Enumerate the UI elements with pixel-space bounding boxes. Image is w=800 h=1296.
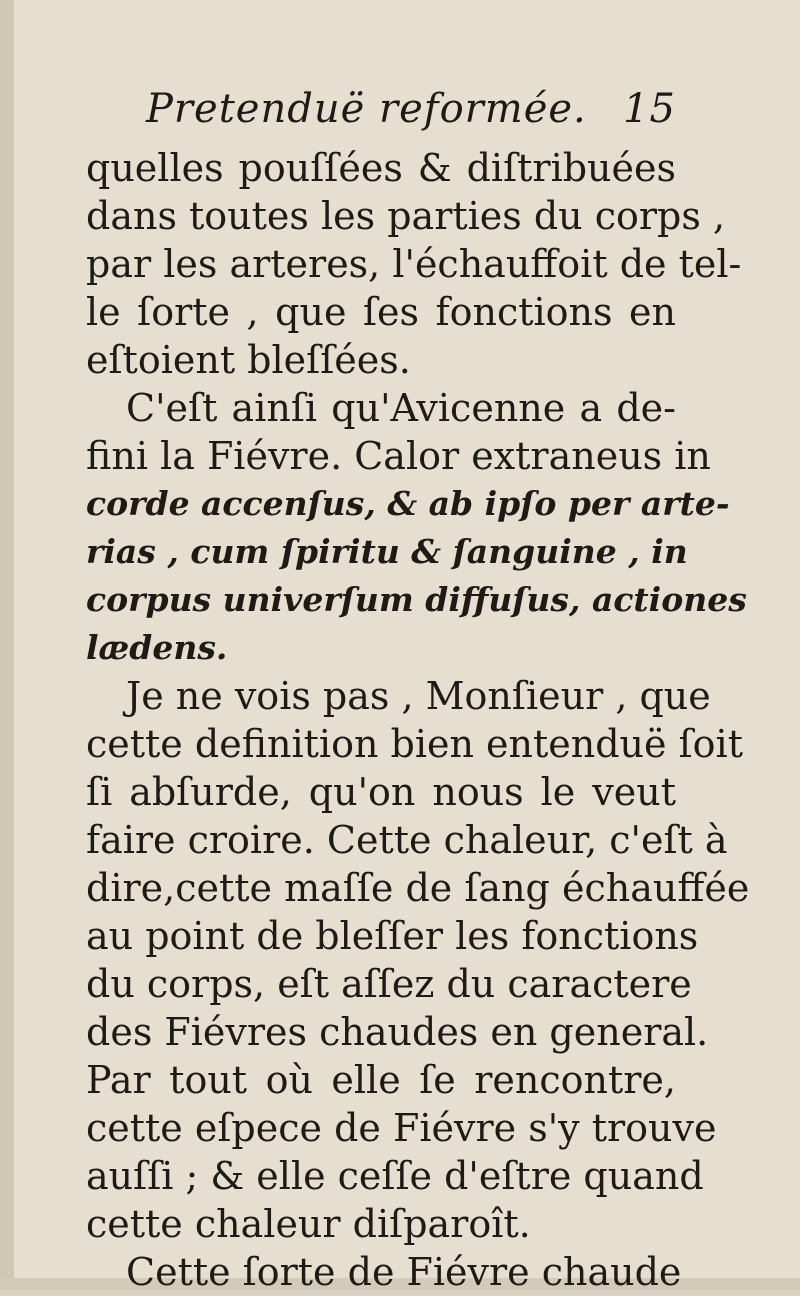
running-header: [86, 78, 676, 144]
text-line: cette eſpece de Fiévre s'y trouve: [86, 1106, 717, 1150]
text-line: dire,cette maſſe de ſang échauffée: [86, 866, 750, 910]
text-line: fini la Fiévre. Calor extraneus in: [86, 434, 711, 478]
latin-quote-line: lædens.: [86, 628, 228, 667]
text-line: auſſi ; & elle ceſſe d'eſtre quand: [86, 1154, 704, 1198]
page-gutter-shadow: [0, 0, 14, 1290]
text-line: le ſorte , que ſes fonctions en: [86, 290, 676, 334]
text-line: du corps, eſt aſſez du caractere: [86, 962, 692, 1006]
text-line: Par tout où elle ſe rencontre,: [86, 1058, 676, 1102]
latin-quote-line: rias , cum ſpiritu & ſanguine , in: [86, 532, 688, 571]
latin-quote-line: corpus univerſum diffuſus, actiones: [86, 580, 747, 619]
text-line: Cette ſorte de Fiévre chaude: [126, 1250, 682, 1294]
text-line: au point de bleſſer les fonctions: [86, 914, 699, 958]
text-line: quelles pouſſées & diſtribuées: [86, 146, 676, 190]
text-line: Je ne vois pas , Monſieur , que: [126, 674, 711, 718]
running-title: Pretenduë reformée.: [146, 86, 587, 132]
text-line: cette definition bien entenduë ſoit: [86, 722, 743, 766]
text-line: par les arteres, l'échauffoit de tel-: [86, 242, 742, 286]
text-line: eſtoient bleſſées.: [86, 338, 411, 382]
page-number: 15: [623, 86, 676, 132]
text-line: dans toutes les parties du corps ,: [86, 194, 726, 238]
text-line: C'eſt ainſi qu'Avicenne a de-: [126, 386, 676, 430]
text-line: ſi abſurde, qu'on nous le veut: [86, 770, 676, 814]
page-text-block: [86, 78, 750, 1296]
text-line: cette chaleur diſparoît.: [86, 1202, 531, 1246]
text-line: des Fiévres chaudes en general.: [86, 1010, 709, 1054]
text-line: faire croire. Cette chaleur, c'eſt à: [86, 818, 728, 862]
latin-quote-line: corde accenſus, & ab ipſo per arte-: [86, 484, 730, 523]
